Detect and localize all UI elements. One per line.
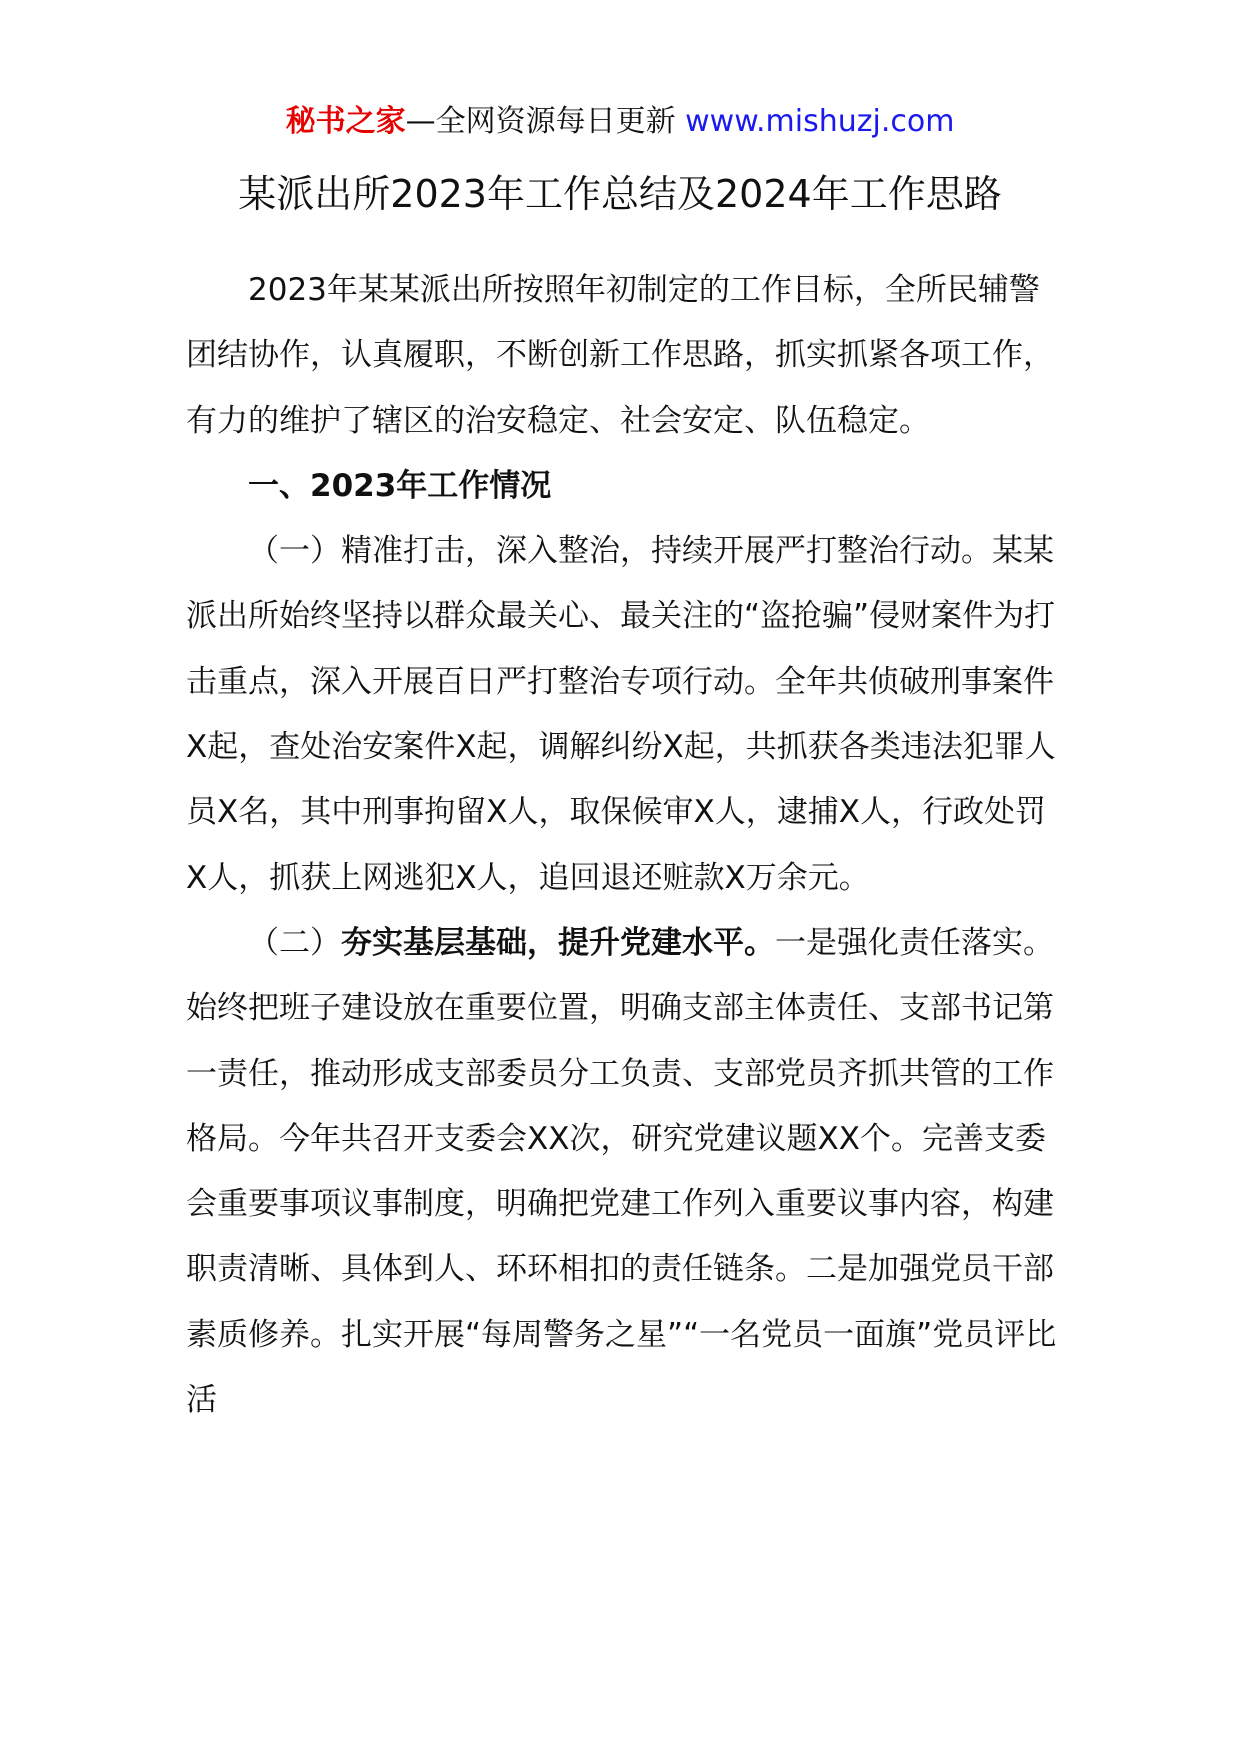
site-url-link[interactable]: www.mishuzj.com [685,104,955,139]
section-heading: 一、2023年工作情况 [248,467,552,504]
paragraph-1: （一）精准打击，深入整治，持续开展严打整治行动。某某派出所始终坚持以群众最关心、最关注的“盗抢骗”侵财案件为打击重点，深入开展百日严打整治专项行动。全年共侦破刑事案件X起，查处治安案件X起，调解纠纷X起，共抓获各类违法犯罪人员X名，其中刑事拘留X人，取保候审X人，逮捕X人，行政处罚X人，抓获上网逃犯X人，追回退还赃款X万余元。 [186,533,1056,896]
paragraph-2 [186,911,1058,1433]
intro-paragraph: 2023年某某派出所按照年初制定的工作目标，全所民辅警团结协作，认真履职，不断创新工作思路，抓实抓紧各项工作，有力的维护了辖区的治安稳定、社会安定、队伍稳定。 [186,272,1054,439]
paragraph-2-text: 一是强化责任落实。始终把班子建设放在重要位置，明确支部主体责任、支部书记第一责任，推动形成支部委员分工负责、支部党员齐抓共管的工作格局。今年共召开支委会XX次，研究党建议题XX个。完善支委会重要事项议事制度，明确把党建工作列入重要议事内容，构建职责清晰、具体到人、环环相扣的责任链条。二是加强党员干部素质修养。扎实开展“每周警务之星”“一名党员一面旗”党员评比活 [186,924,1057,1419]
brand-name: 秘书之家 [285,104,406,139]
document-title: 某派出所2023年工作总结及2024年工作思路 [238,172,1002,216]
paragraph-2-lead: 夯实基层基础，提升党建水平。 [341,924,775,961]
banner-tagline: —全网资源每日更新 [405,104,686,139]
document-body [186,258,1058,1433]
site-banner [0,100,1240,144]
paragraph-2-prefix: （二） [248,924,341,961]
